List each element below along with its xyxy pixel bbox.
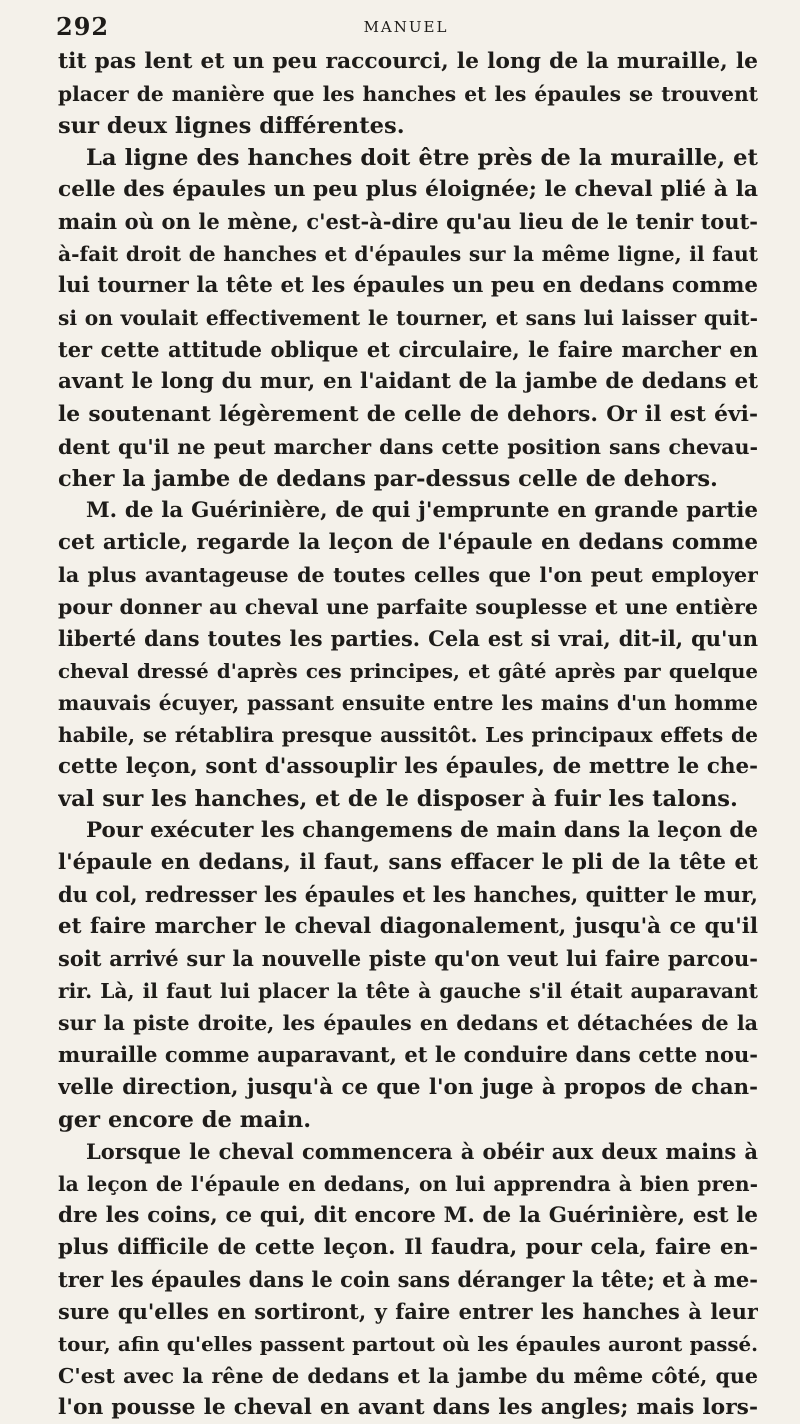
text-line: plus difficile de cette leçon. Il faudra, pour cela, faire en-: [58, 1234, 758, 1260]
text-line: ger encore de main.: [58, 1106, 312, 1133]
running-head: MANUEL: [363, 18, 449, 36]
text-line: pour donner au cheval une parfaite souplesse et une entière: [58, 594, 758, 619]
text-line: dent qu'il ne peut marcher dans cette position sans chevau-: [58, 434, 758, 459]
text-line: et faire marcher le cheval diagonalement, jusqu'à ce qu'il: [58, 914, 758, 940]
text-line: C'est avec la rêne de dedans et la jambe du même côté, que: [58, 1363, 758, 1388]
text-line: sur deux lignes différentes.: [58, 113, 405, 140]
text-line: l'on pousse le cheval en avant dans les angles; mais lors-: [58, 1394, 758, 1420]
text-line: main où on le mène, c'est-à-dire qu'au lieu de le tenir tout-: [58, 209, 758, 235]
text-line: celle des épaules un peu plus éloignée; le cheval plié à la: [58, 177, 758, 203]
text-line: liberté dans toutes les parties. Cela est si vrai, dit-il, qu'un: [58, 625, 758, 651]
text-line: si on voulait effectivement le tourner, et sans lui laisser quit-: [58, 306, 758, 331]
text-line: habile, se rétablira presque aussitôt. Les principaux effets de: [58, 722, 758, 747]
text-line: Lorsque le cheval commencera à obéir aux deux mains à: [86, 1138, 758, 1164]
text-line: rir. Là, il faut lui placer la tête à gauche s'il était auparavant: [58, 979, 758, 1004]
page-number: 292: [56, 12, 110, 41]
text-line: avant le long du mur, en l'aidant de la jambe de dedans et: [58, 369, 758, 395]
text-line: cette leçon, sont d'assouplir les épaules, de mettre le che-: [58, 754, 758, 780]
text-line: Pour exécuter les changemens de main dans la leçon de: [86, 818, 758, 844]
text-line: cheval dressé d'après ces principes, et gâté après par quelque: [58, 658, 758, 683]
text-line: sur la piste droite, les épaules en dedans et détachées de la: [58, 1011, 758, 1036]
text-line: cet article, regarde la leçon de l'épaule en dedans comme: [58, 529, 758, 555]
text-line: la leçon de l'épaule en dedans, on lui apprendra à bien pren-: [58, 1171, 758, 1196]
text-line: ter cette attitude oblique et circulaire, le faire marcher en: [58, 337, 758, 363]
text-line: trer les épaules dans le coin sans déranger la tête; et à me-: [58, 1266, 758, 1292]
text-line: velle direction, jusqu'à ce que l'on juge à propos de chan-: [58, 1074, 758, 1100]
text-line: mauvais écuyer, passant ensuite entre les mains d'un homme: [58, 690, 758, 715]
text-line: dre les coins, ce qui, dit encore M. de la Guérinière, est le: [58, 1202, 758, 1228]
text-line: muraille comme auparavant, et le conduire dans cette nou-: [58, 1042, 758, 1068]
text-line: sure qu'elles en sortiront, y faire entrer les hanches à leur: [58, 1298, 758, 1324]
body-text: [58, 46, 758, 1424]
text-line: soit arrivé sur la nouvelle piste qu'on veut lui faire parcou-: [58, 946, 758, 972]
text-line: l'épaule en dedans, il faut, sans effacer le pli de la tête et: [58, 850, 758, 876]
text-line: tour, afin qu'elles passent partout où les épaules auront passé.: [58, 1331, 758, 1356]
text-line: le soutenant légèrement de celle de dehors. Or il est évi-: [58, 401, 758, 427]
text-line: val sur les hanches, et de le disposer à fuir les talons.: [58, 786, 738, 813]
text-line: à-fait droit de hanches et d'épaules sur la même ligne, il faut: [58, 242, 758, 267]
text-line: La ligne des hanches doit être près de la muraille, et: [86, 145, 758, 172]
text-line: la plus avantageuse de toutes celles que l'on peut employer: [58, 562, 758, 587]
text-line: M. de la Guérinière, de qui j'emprunte en grande partie: [86, 497, 758, 523]
text-line: placer de manière que les hanches et les épaules se trouvent: [58, 82, 758, 107]
text-line: cher la jambe de dedans par-dessus celle de dehors.: [58, 465, 718, 492]
text-line: tit pas lent et un peu raccourci, le long de la muraille, le: [58, 49, 758, 74]
text-line: du col, redresser les épaules et les hanches, quitter le mur,: [58, 882, 758, 908]
page-header: [56, 12, 756, 42]
text-line: lui tourner la tête et les épaules un peu en dedans comme: [58, 273, 758, 299]
